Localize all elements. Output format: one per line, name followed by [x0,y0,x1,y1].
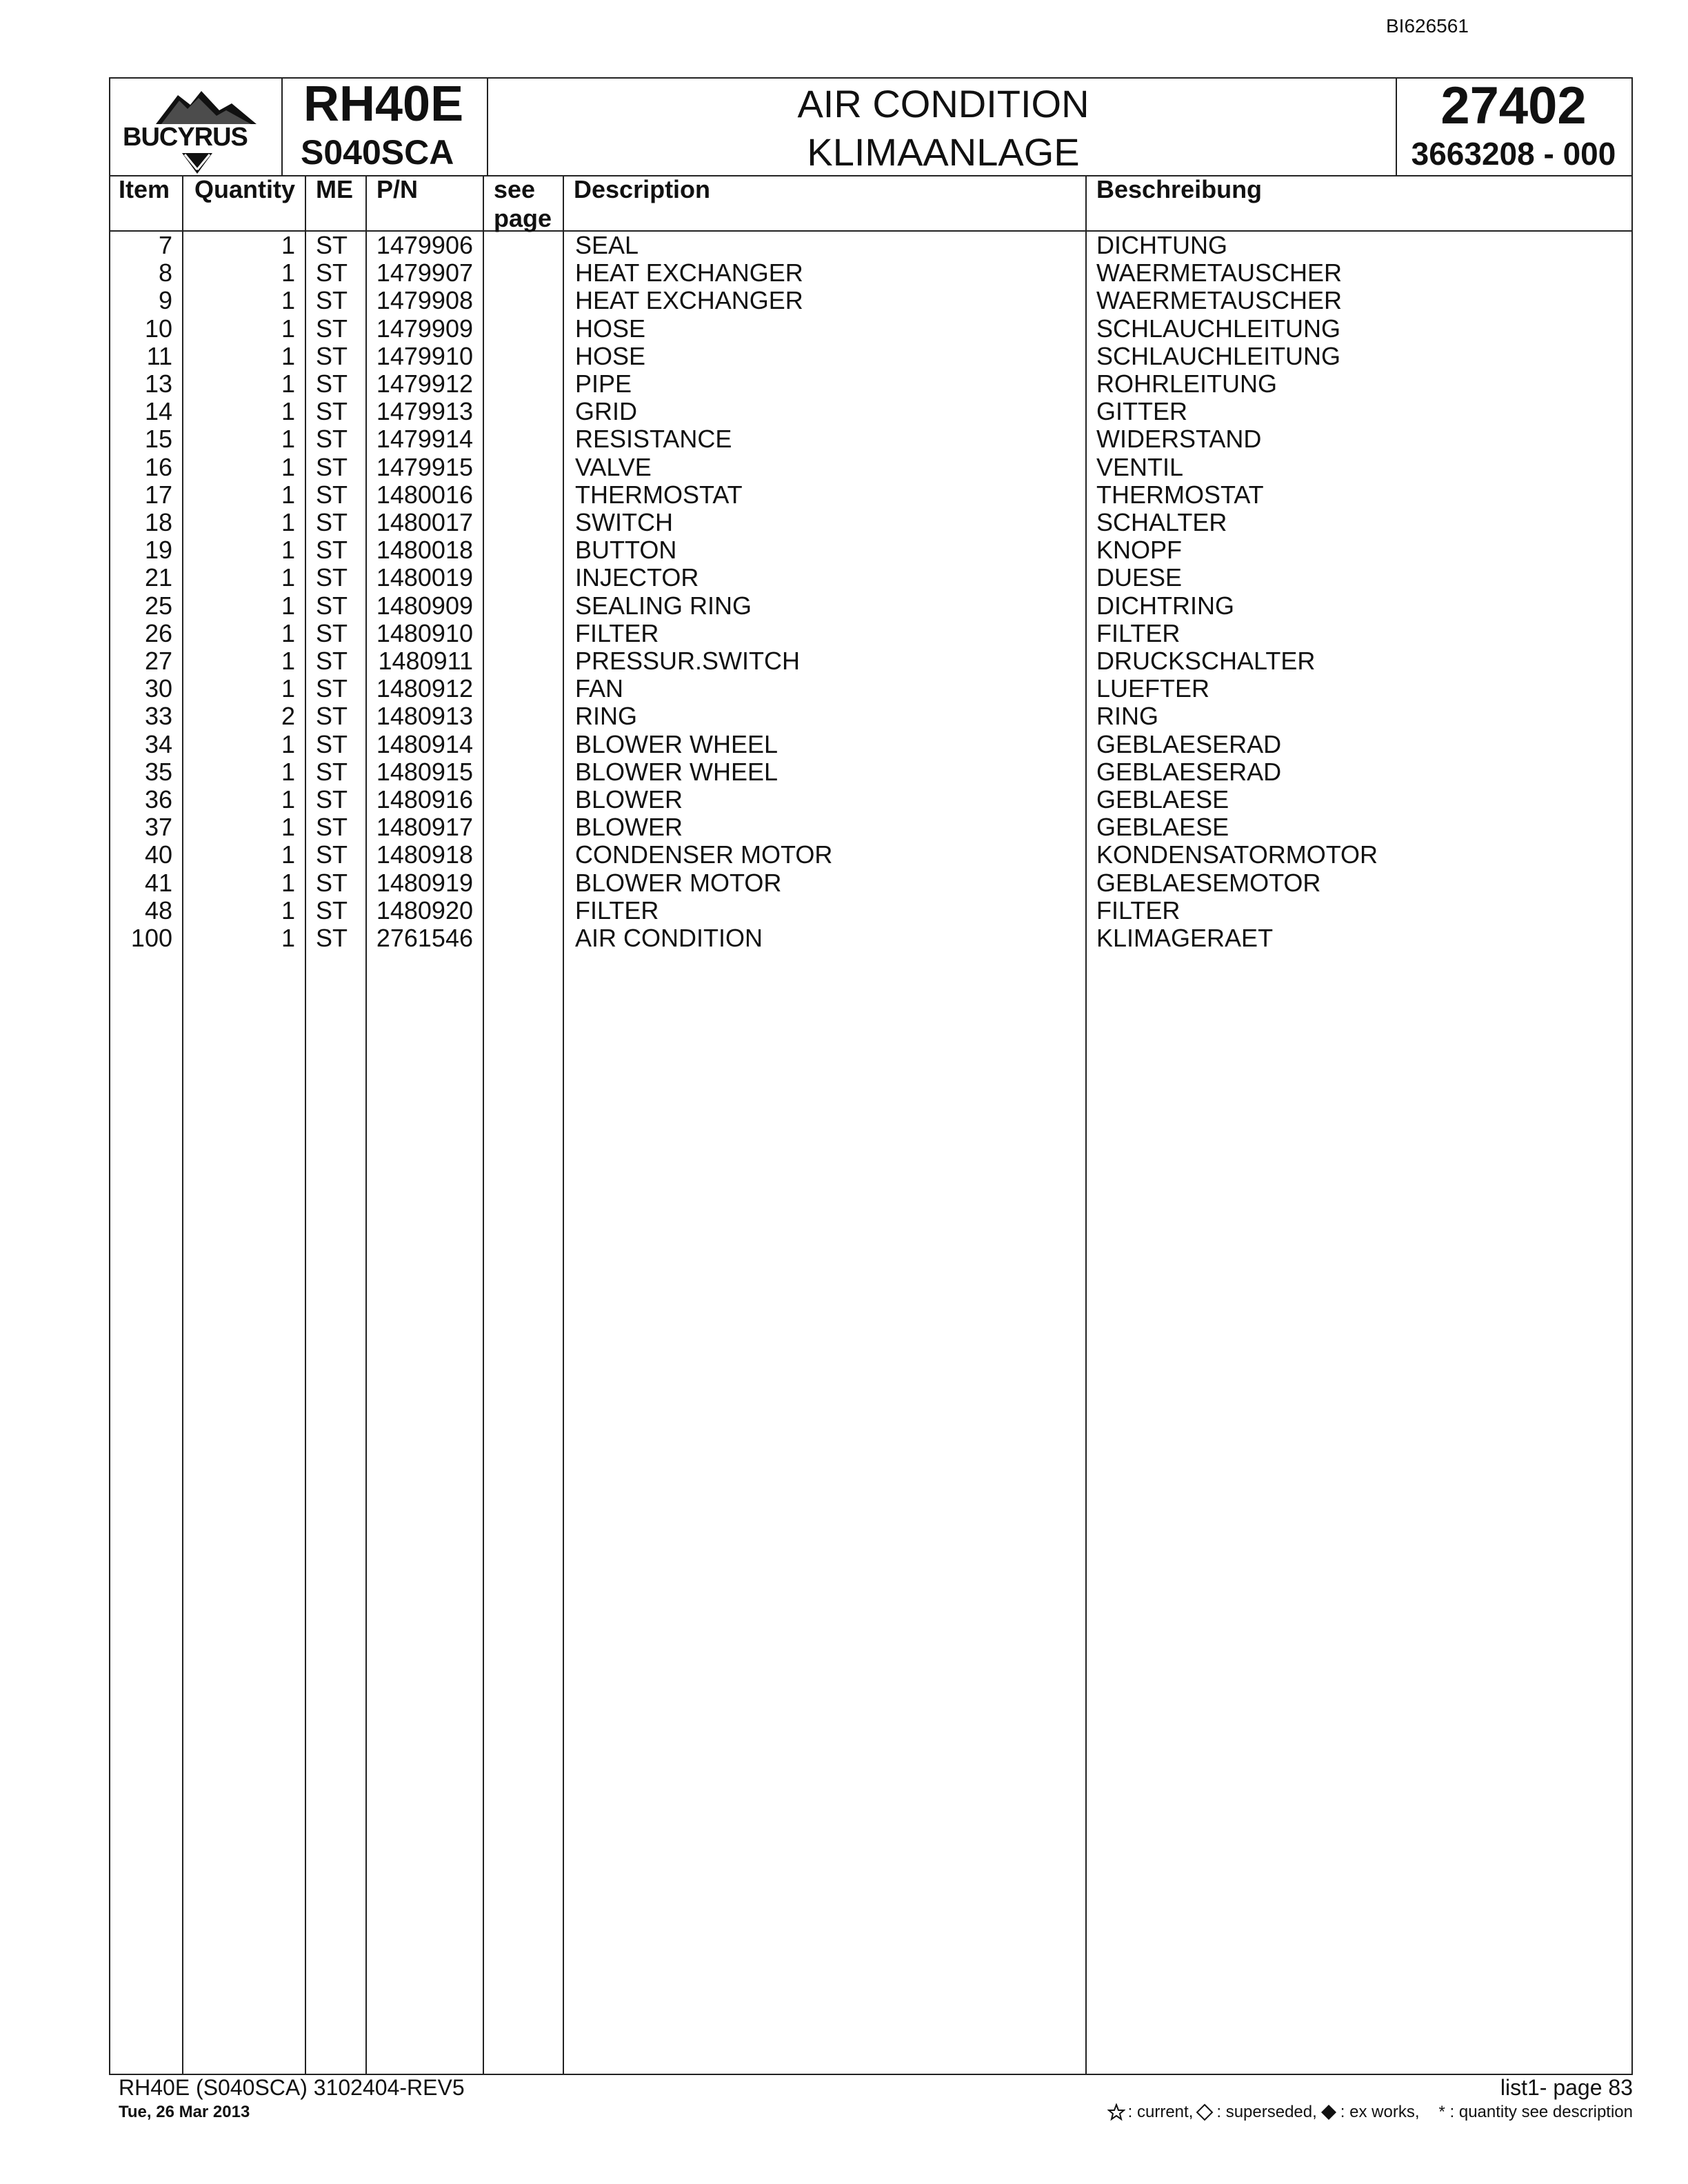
cell-item: 14 [144,397,172,426]
cell-pn: 1480920 [376,896,473,924]
cell-desc: GRID [575,397,637,426]
cell-desc-de: SCHLAUCHLEITUNG [1096,341,1341,370]
cell-desc: HEAT EXCHANGER [575,259,803,287]
cell-qty: 1 [281,757,295,786]
footer-document-reference: RH40E (S040SCA) 3102404-REV5 [119,2075,465,2100]
cell-pn: 1480914 [376,729,473,758]
cell-qty: 1 [281,729,295,758]
cell-desc: INJECTOR [575,563,699,592]
cell-desc-de: SCHLAUCHLEITUNG [1096,314,1341,343]
divider [281,79,283,175]
divider [487,79,488,175]
cell-pn: 1480912 [376,674,473,703]
cell-desc-de: KLIMAGERAET [1096,924,1274,952]
cell-qty: 1 [281,314,295,343]
cell-desc: SWITCH [575,508,673,536]
divider [365,175,367,2074]
cell-item: 13 [144,370,172,398]
logo-text: BUCYRUS [123,123,248,152]
cell-desc: HOSE [575,314,646,343]
document-id: BI626561 [1386,15,1469,37]
legend-quantity-label: * : quantity see description [1438,2103,1633,2121]
legend [1107,2103,1633,2122]
cell-desc-de: GEBLAESE [1096,785,1229,813]
cell-me: ST [316,674,348,703]
divider [1085,175,1087,2074]
cell-qty: 1 [281,480,295,509]
cell-qty: 1 [281,425,295,454]
cell-me: ST [316,591,348,620]
column-header-me: ME [316,175,353,203]
cell-desc: VALVE [575,452,652,481]
cell-item: 18 [144,508,172,536]
cell-item: 33 [144,702,172,731]
cell-me: ST [316,647,348,675]
cell-desc-de: LUEFTER [1096,674,1210,703]
cell-qty: 1 [281,896,295,924]
cell-desc-de: GEBLAESERAD [1096,757,1282,786]
cell-desc: PRESSUR.SWITCH [575,647,801,675]
cell-pn: 1480911 [378,647,473,675]
cell-desc-de: DUESE [1096,563,1183,592]
cell-qty: 1 [281,508,295,536]
column-header-see-page-2: page [494,204,552,232]
cell-pn: 1480919 [376,868,473,897]
cell-me: ST [316,785,348,813]
cell-desc-de: DICHTRING [1096,591,1234,620]
cell-qty: 1 [281,618,295,647]
cell-desc: BLOWER WHEEL [575,729,778,758]
column-header-pn: P/N [376,175,419,203]
cell-me: ST [316,924,348,952]
cell-qty: 1 [281,868,295,897]
cell-qty: 1 [281,647,295,675]
cell-item: 100 [130,924,172,952]
cell-pn: 1480916 [376,785,473,813]
cell-pn: 1479909 [376,314,473,343]
cell-pn: 1480018 [376,536,473,565]
cell-pn: 1480917 [376,813,473,842]
cell-desc: BUTTON [575,536,677,565]
cell-desc: RESISTANCE [575,425,732,454]
cell-desc-de: SCHALTER [1096,508,1227,536]
cell-item: 30 [144,674,172,703]
cell-desc-de: FILTER [1096,896,1180,924]
column-header-quantity: Quantity [194,175,296,203]
cell-pn: 1479907 [376,259,473,287]
cell-desc: PIPE [575,370,632,398]
footer-page-number: list1- page 83 [1500,2075,1633,2100]
column-header-description: Description [574,175,711,203]
cell-me: ST [316,397,348,426]
star-outline-icon [1107,2103,1125,2121]
cell-item: 17 [144,480,172,509]
cell-desc: SEAL [575,231,639,259]
cell-item: 11 [146,341,172,370]
cell-desc: CONDENSER MOTOR [575,840,833,869]
cell-item: 21 [144,563,172,592]
cell-pn: 1480016 [376,480,473,509]
cell-qty: 1 [281,259,295,287]
bucyrus-logo [116,77,279,174]
title-english: AIR CONDITION [797,82,1089,125]
cell-desc-de: WAERMETAUSCHER [1096,259,1343,287]
cell-pn: 1479912 [376,370,473,398]
model-name: RH40E [303,77,464,132]
cell-desc-de: WAERMETAUSCHER [1096,286,1343,315]
cell-qty: 2 [281,702,295,731]
cell-item: 36 [144,785,172,813]
cell-me: ST [316,729,348,758]
cell-desc: HOSE [575,341,646,370]
cell-desc: AIR CONDITION [575,924,763,952]
cell-qty: 1 [281,286,295,315]
cell-pn: 1480909 [376,591,473,620]
cell-item: 26 [144,618,172,647]
cell-pn: 1480913 [376,702,473,731]
cell-item: 35 [144,757,172,786]
legend-current-label: : current, [1127,2103,1194,2121]
cell-desc-de: THERMOSTAT [1096,480,1264,509]
cell-me: ST [316,840,348,869]
cell-pn: 1479915 [376,452,473,481]
cell-desc-de: KONDENSATORMOTOR [1096,840,1378,869]
cell-qty: 1 [281,452,295,481]
cell-desc: BLOWER [575,785,683,813]
cell-desc: BLOWER MOTOR [575,868,782,897]
cell-desc-de: GEBLAESE [1096,813,1229,842]
cell-me: ST [316,425,348,454]
cell-pn: 1480017 [376,508,473,536]
cell-pn: 1480915 [376,757,473,786]
cell-pn: 1480910 [376,618,473,647]
group-number: 27402 [1440,77,1587,135]
cell-me: ST [316,259,348,287]
cell-desc: FAN [575,674,624,703]
cell-me: ST [316,813,348,842]
cell-item: 15 [144,425,172,454]
cell-me: ST [316,868,348,897]
cell-me: ST [316,480,348,509]
cell-pn: 2761546 [376,924,473,952]
cell-me: ST [316,341,348,370]
cell-pn: 1479910 [376,341,473,370]
submodel-name: S040SCA [301,133,454,172]
cell-item: 16 [144,452,172,481]
cell-item: 10 [144,314,172,343]
cell-desc-de: GEBLAESEMOTOR [1096,868,1321,897]
cell-me: ST [316,452,348,481]
cell-qty: 1 [281,397,295,426]
cell-me: ST [316,286,348,315]
cell-me: ST [316,757,348,786]
column-header-see-page: see [494,175,536,203]
cell-qty: 1 [281,231,295,259]
cell-desc: HEAT EXCHANGER [575,286,803,315]
divider [305,175,306,2074]
cell-pn: 1480019 [376,563,473,592]
cell-me: ST [316,314,348,343]
cell-desc-de: DICHTUNG [1096,231,1227,259]
cell-me: ST [316,896,348,924]
cell-qty: 1 [281,563,295,592]
cell-desc: SEALING RING [575,591,752,620]
cell-desc: RING [575,702,637,731]
cell-me: ST [316,231,348,259]
cell-item: 19 [144,536,172,565]
cell-item: 34 [144,729,172,758]
legend-superseded-label: : superseded, [1216,2103,1317,2121]
cell-desc-de: VENTIL [1096,452,1184,481]
cell-desc-de: RING [1096,702,1158,731]
cell-desc: FILTER [575,896,659,924]
cell-qty: 1 [281,813,295,842]
cell-qty: 1 [281,924,295,952]
cell-item: 41 [144,868,172,897]
title-german: KLIMAANLAGE [807,130,1080,174]
cell-pn: 1479913 [376,397,473,426]
cell-item: 40 [144,840,172,869]
cell-desc-de: GEBLAESERAD [1096,729,1282,758]
cell-item: 25 [144,591,172,620]
cell-pn: 1480918 [376,840,473,869]
diamond-filled-icon [1320,2103,1338,2121]
cell-desc: FILTER [575,618,659,647]
cell-desc-de: GITTER [1096,397,1187,426]
cell-pn: 1479914 [376,425,473,454]
cell-item: 27 [144,647,172,675]
legend-ex-works-label: : ex works, [1340,2103,1420,2121]
cell-item: 48 [144,896,172,924]
cell-me: ST [316,563,348,592]
cell-item: 37 [144,813,172,842]
diamond-outline-icon [1196,2103,1214,2121]
divider [182,175,183,2074]
cell-item: 9 [158,286,172,315]
cell-desc-de: WIDERSTAND [1096,425,1262,454]
cell-desc-de: DRUCKSCHALTER [1096,647,1316,675]
cell-qty: 1 [281,536,295,565]
cell-qty: 1 [281,591,295,620]
cell-me: ST [316,370,348,398]
cell-desc-de: FILTER [1096,618,1180,647]
cell-desc: BLOWER WHEEL [575,757,778,786]
cell-item: 7 [158,231,172,259]
column-header-item: Item [119,175,170,203]
cell-desc: THERMOSTAT [575,480,743,509]
divider [483,175,484,2074]
cell-qty: 1 [281,674,295,703]
cell-desc: BLOWER [575,813,683,842]
cell-item: 8 [158,259,172,287]
cell-qty: 1 [281,840,295,869]
column-header-beschreibung: Beschreibung [1096,175,1263,203]
cell-qty: 1 [281,341,295,370]
cell-me: ST [316,536,348,565]
cell-pn: 1479906 [376,231,473,259]
cell-qty: 1 [281,785,295,813]
assembly-part-number: 3663208 - 000 [1411,136,1616,172]
cell-me: ST [316,702,348,731]
cell-me: ST [316,508,348,536]
cell-me: ST [316,618,348,647]
cell-qty: 1 [281,370,295,398]
cell-desc-de: ROHRLEITUNG [1096,370,1278,398]
divider [563,175,564,2074]
cell-pn: 1479908 [376,286,473,315]
cell-desc-de: KNOPF [1096,536,1183,565]
footer-date: Tue, 26 Mar 2013 [119,2103,250,2121]
